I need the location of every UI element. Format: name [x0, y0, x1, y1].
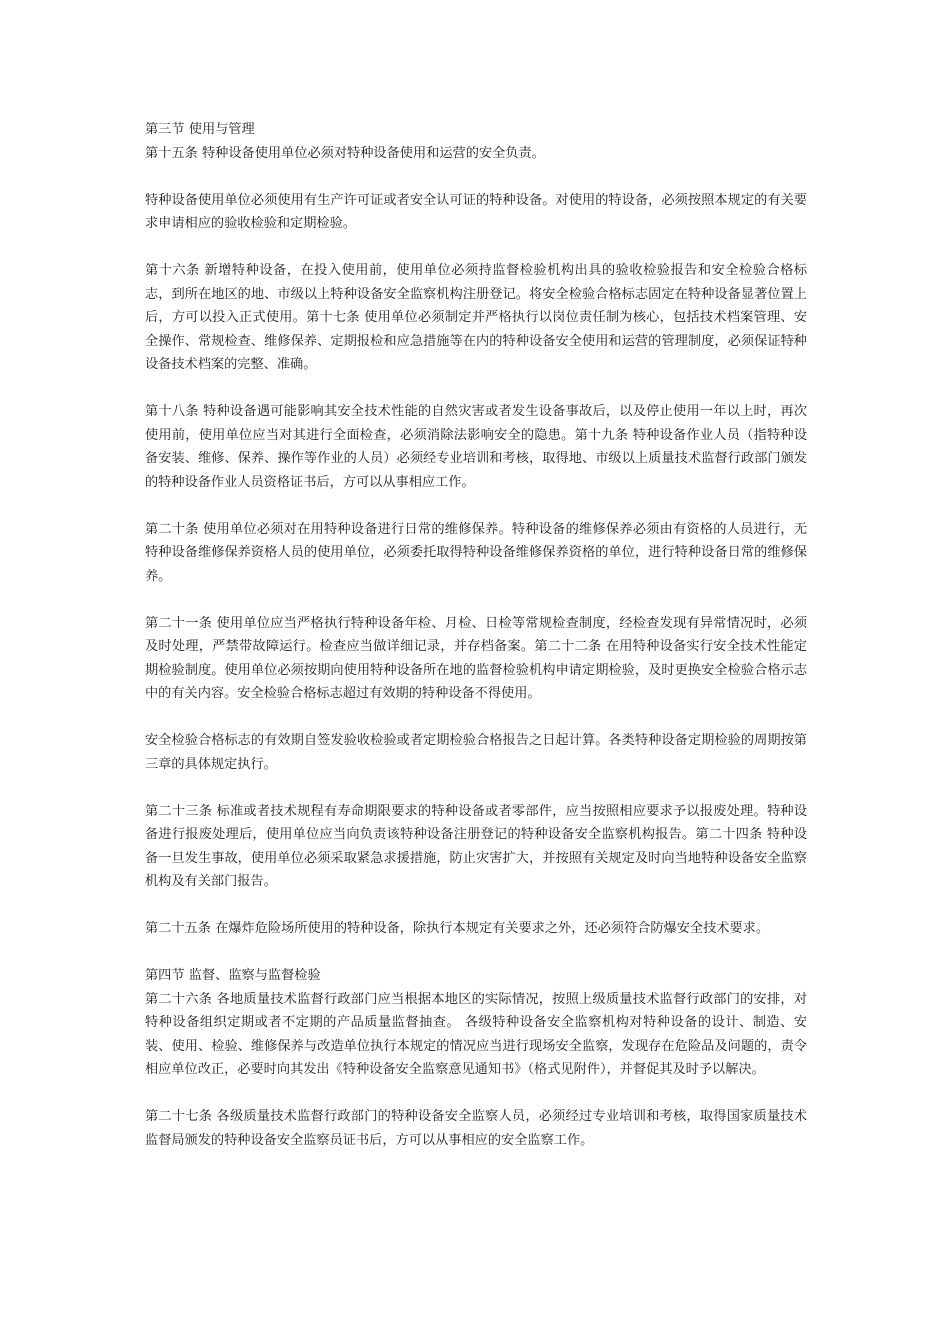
section-heading-4: 第四节 监督、监察与监督检验	[145, 968, 321, 983]
paragraph-validity-period: 安全检验合格标志的有效期自签发验收检验或者定期检验合格报告之日起计算。各类特种设备定期检验的周期按第三章的具体规定执行。	[145, 733, 807, 772]
article-26: 第二十六条 各地质量技术监督行政部门应当根据本地区的实际情况，按照上级质量技术监督行政部门的安排，对特种设备组织定期或者不定期的产品质量监督抽查。 各级特种设备安全监察机构对特种设备的设计、制造、安装、使用、检验、维修保养与改造单位执行本规定的情况应当进行现场安全监察，发现存在危险品及问题的，责令相应单位改正，必要时向其发出《特种设备安全监察意见通知书》（格式见附件），并督促其及时予以解决。	[145, 991, 807, 1077]
document-body	[145, 118, 807, 1152]
article-16-17: 第十六条 新增特种设备，在投入使用前，使用单位必须持监督检验机构出具的验收检验报告和安全检验合格标志，到所在地区的地、市级以上特种设备安全监察机构注册登记。将安全检验合格标志固定在特种设备显著位置上后，方可以投入正式使用。第十七条 使用单位必须制定并严格执行以岗位责任制为核心，包括技术档案管理、安全操作、常规检查、维修保养、定期报检和应急措施等在内的特种设备安全使用和运营的管理制度，必须保证特种设备技术档案的完整、准确。	[145, 263, 808, 372]
section-heading-3: 第三节 使用与管理	[145, 122, 255, 137]
article-23-24: 第二十三条 标准或者技术规程有寿命期限要求的特种设备或者零部件，应当按照相应要求予以报废处理。特种设备进行报废处理后，使用单位应当向负责该特种设备注册登记的特种设备安全监察机构报告。第二十四条 特种设备一旦发生事故，使用单位必须采取紧急求援措施，防止灾害扩大，并按照有关规定及时向当地特种设备安全监察机构及有关部门报告。	[145, 803, 807, 889]
article-20: 第二十条 使用单位必须对在用特种设备进行日常的维修保养。特种设备的维修保养必须由有资格的人员进行，无特种设备维修保养资格人员的使用单位，必须委托取得特种设备维修保养资格的单位，进行特种设备日常的维修保养。	[145, 521, 807, 584]
paragraph-certified-equipment: 特种设备使用单位必须使用有生产许可证或者安全认可证的特种设备。对使用的特设备，必须按照本规定的有关要求申请相应的验收检验和定期检验。	[145, 192, 807, 231]
article-18-19: 第十八条 特种设备遇可能影响其安全技术性能的自然灾害或者发生设备事故后，以及停止使用一年以上时，再次使用前，使用单位应当对其进行全面检查，必须消除法影响安全的隐患。第十九条 特种设备作业人员（指特种设备安装、维修、保养、操作等作业的人员）必须经专业培训和考核，取得地、市级以上质量技术监督行政部门颁发的特种设备作业人员资格证书后，方可以从事相应工作。	[145, 404, 807, 490]
article-15: 第十五条 特种设备使用单位必须对特种设备使用和运营的安全负责。	[145, 145, 545, 161]
article-21-22: 第二十一条 使用单位应当严格执行特种设备年检、月检、日检等常规检查制度，经检查发现有异常情况时，必须及时处理，严禁带故障运行。检查应当做详细记录，并存档备案。第二十二条 在用特种设备实行安全技术性能定期检验制度。使用单位必须按期向使用特种设备所在地的监督检验机构申请定期检验，及时更换安全检验合格示志中的有关内容。安全检验合格标志超过有效期的特种设备不得使用。	[145, 615, 807, 701]
article-27: 第二十七条 各级质量技术监督行政部门的特种设备安全监察人员，必须经过专业培训和考核，取得国家质量技术监督局颁发的特种设备安全监察员证书后，方可以从事相应的安全监察工作。	[145, 1109, 807, 1148]
article-25: 第二十五条 在爆炸危险场所使用的特种设备，除执行本规定有关要求之外，还必须符合防爆安全技术要求。	[145, 921, 770, 936]
